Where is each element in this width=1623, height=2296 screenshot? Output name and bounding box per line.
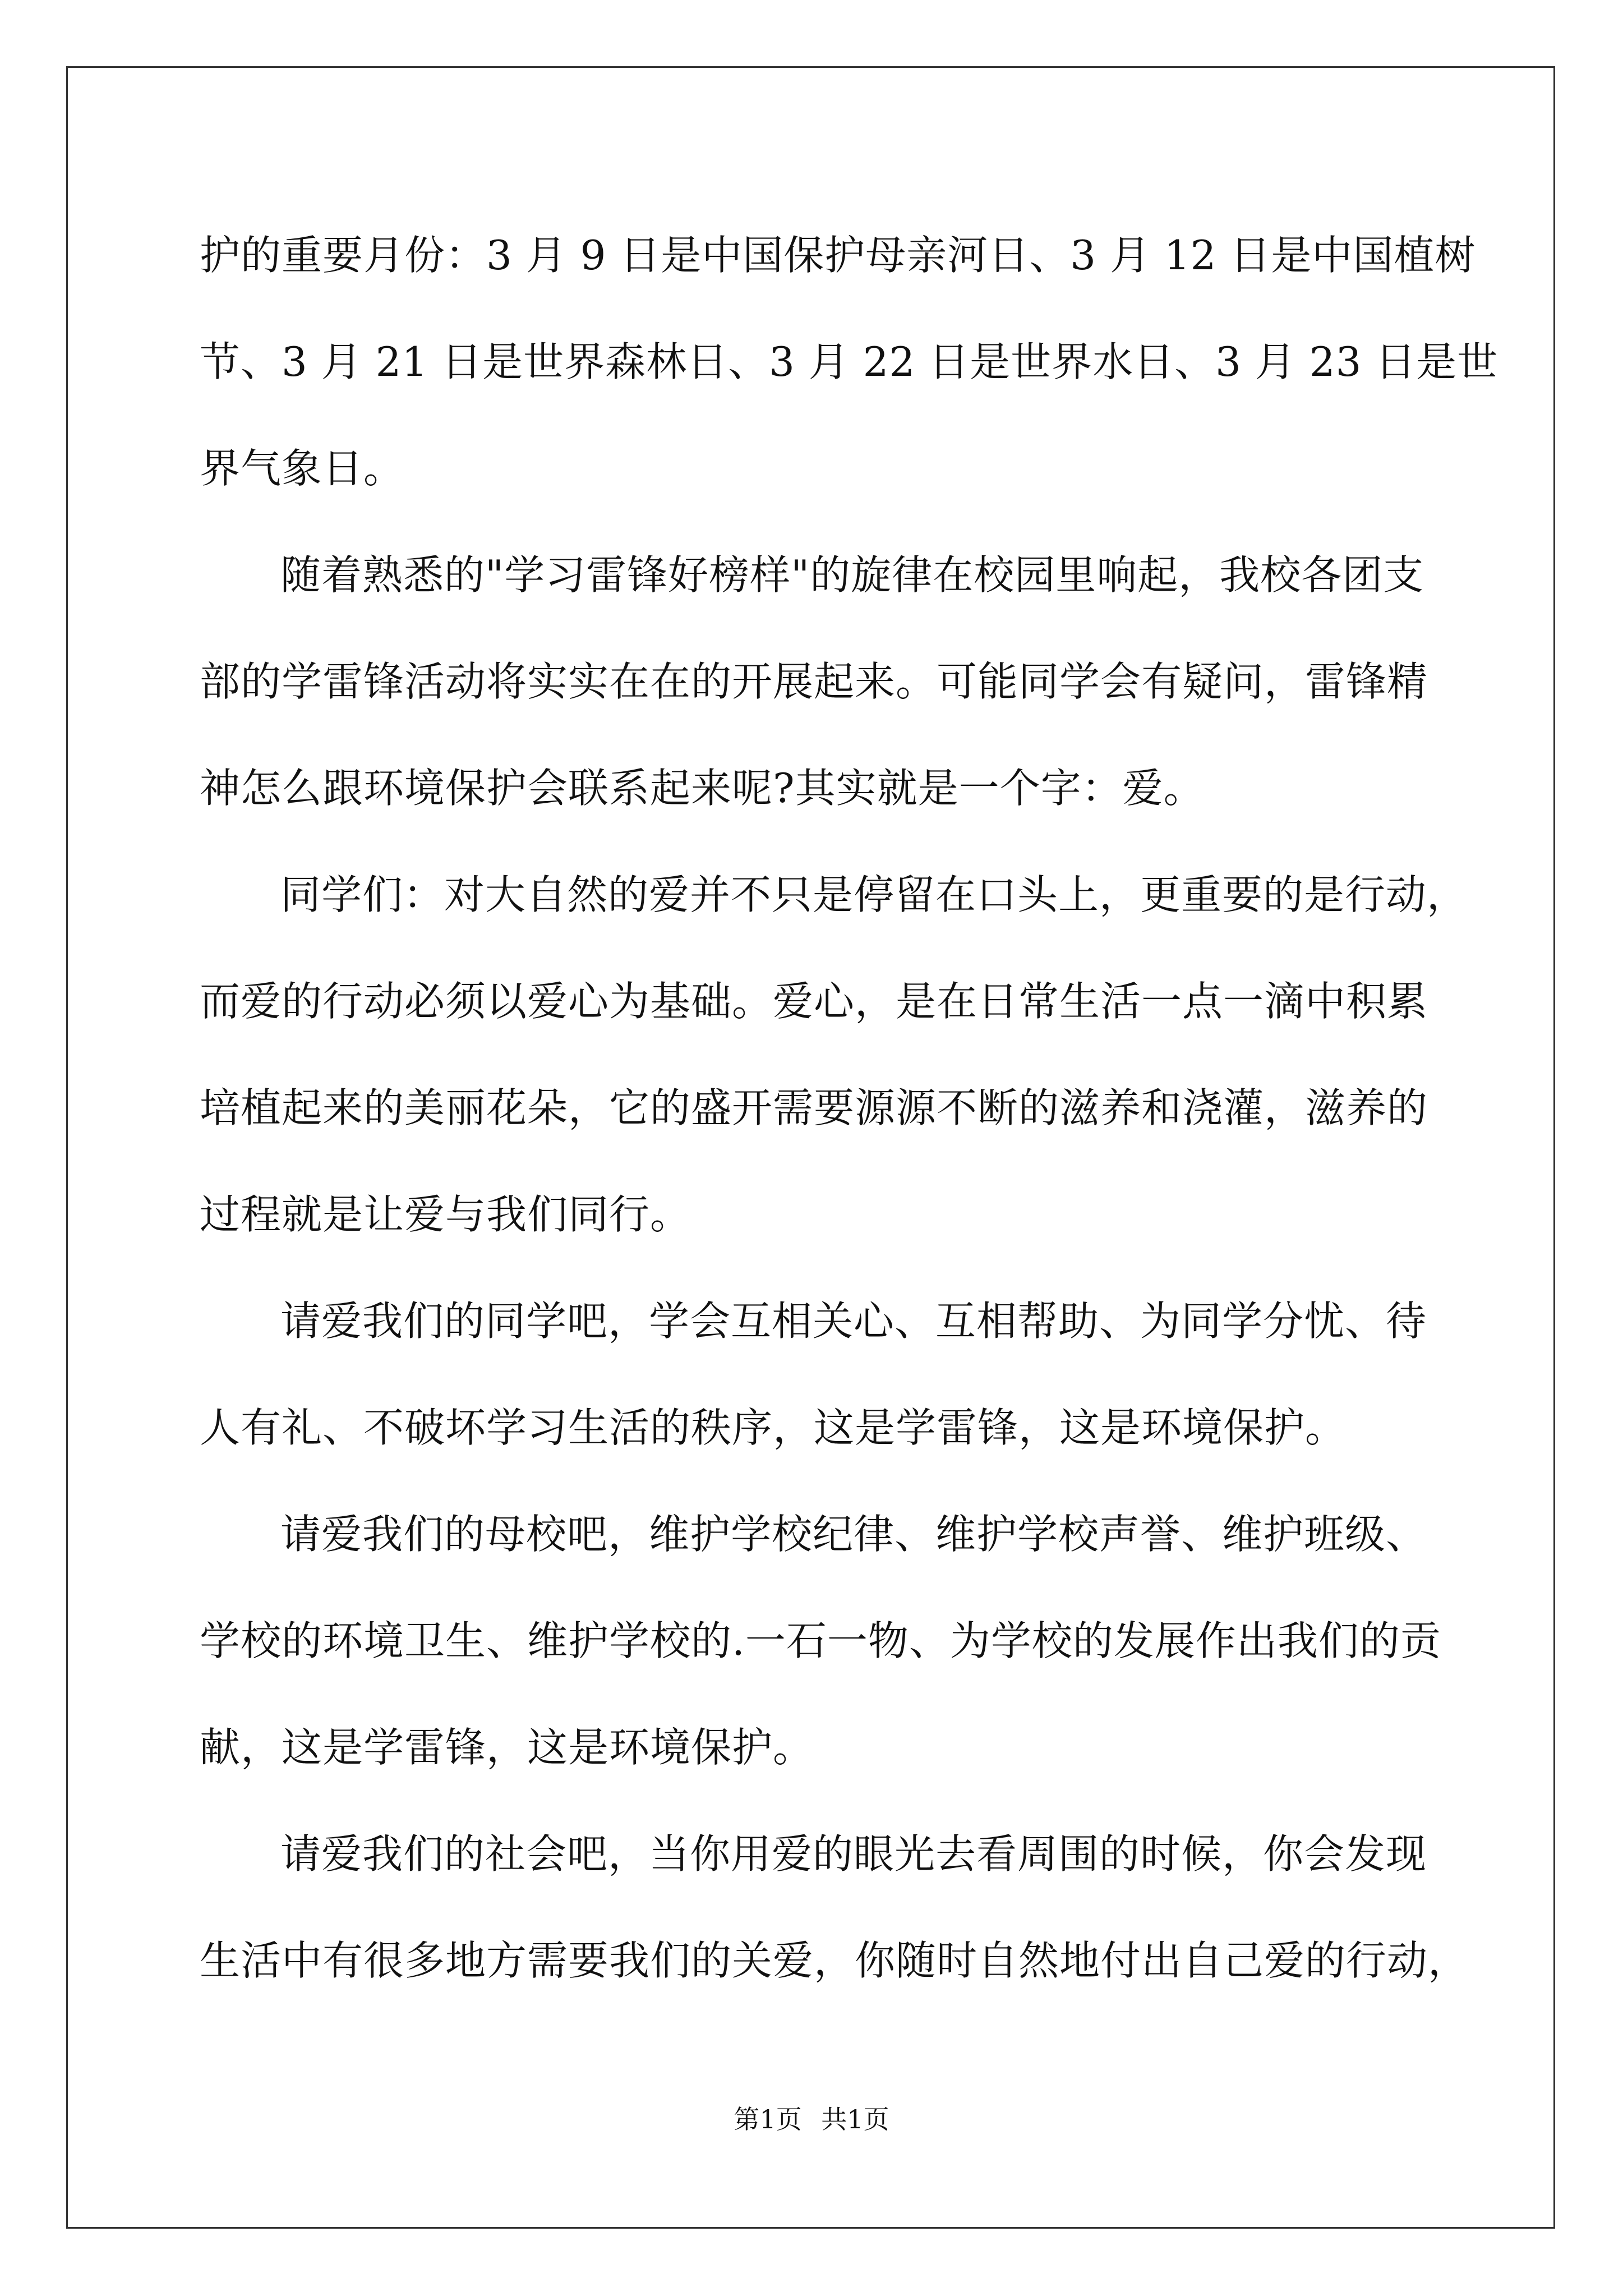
- text-line: 部的学雷锋活动将实实在在的开展起来。可能同学会有疑问，雷锋精: [200, 658, 1428, 705]
- text-line: 护的重要月份：3 月 9 日是中国保护母亲河日、3 月 12 日是中国植树: [200, 232, 1476, 279]
- document-body: [200, 202, 1498, 2014]
- paragraph-start-line: 请爱我们的同学吧，学会互相关心、互相帮助、为同学分忧、待: [280, 1297, 1427, 1345]
- text-line: 培植起来的美丽花朵，它的盛开需要源源不断的滋养和浇灌，滋养的: [200, 1084, 1428, 1131]
- text-line: 界气象日。: [200, 445, 405, 492]
- paragraph-start-line: 同学们：对大自然的爱并不只是停留在口头上，更重要的是行动，: [280, 871, 1468, 918]
- text-line: 生活中有很多地方需要我们的关爱，你随时自然地付出自己爱的行动，: [200, 1937, 1469, 1984]
- page-number-footer: 第1页 共1页: [734, 2104, 889, 2134]
- text-line: 过程就是让爱与我们同行。: [200, 1191, 691, 1238]
- text-line: 而爱的行动必须以爱心为基础。爱心，是在日常生活一点一滴中积累: [200, 978, 1428, 1025]
- text-line: 神怎么跟环境保护会联系起来呢?其实就是一个字：爱。: [200, 765, 1205, 812]
- text-line: 献，这是学雷锋，这是环境保护。: [200, 1724, 814, 1771]
- text-line: 节、3 月 21 日是世界森林日、3 月 22 日是世界水日、3 月 23 日是世: [200, 338, 1498, 385]
- paragraph-start-line: 请爱我们的社会吧，当你用爱的眼光去看周围的时候，你会发现: [280, 1830, 1427, 1878]
- text-line: 学校的环境卫生、维护学校的.一石一物、为学校的发展作出我们的贡: [200, 1617, 1441, 1664]
- paragraph-start-line: 随着熟悉的"学习雷锋好榜样"的旋律在校园里响起，我校各团支: [280, 551, 1424, 599]
- paragraph-start-line: 请爱我们的母校吧，维护学校纪律、维护学校声誉、维护班级、: [280, 1511, 1427, 1558]
- text-line: 人有礼、不破坏学习生活的秩序，这是学雷锋，这是环境保护。: [200, 1404, 1347, 1451]
